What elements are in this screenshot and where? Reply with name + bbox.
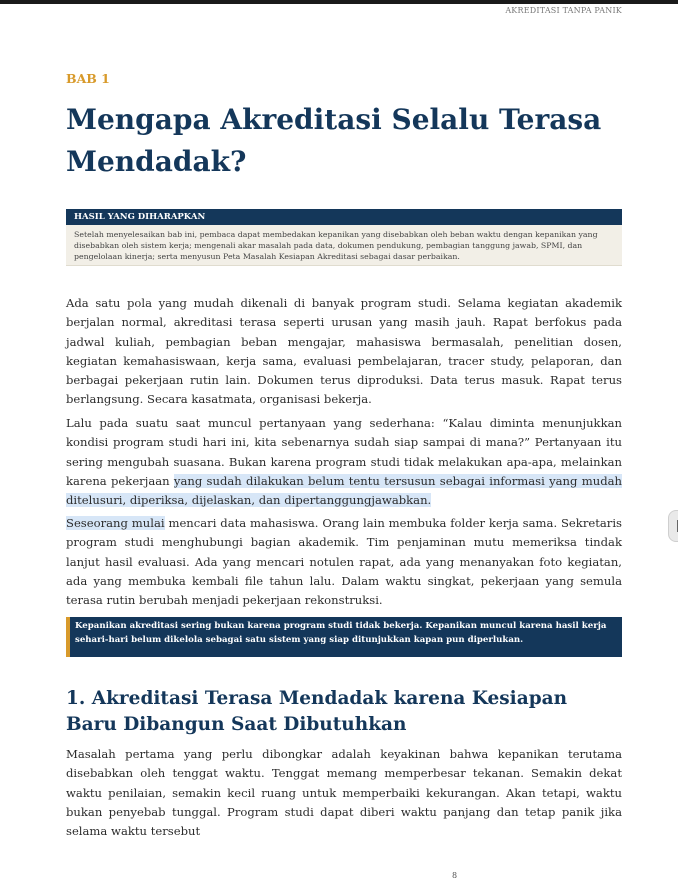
side-panel-handle-icon[interactable]	[668, 510, 678, 542]
expected-outcomes-box	[66, 209, 622, 266]
highlighted-text[interactable]: yang sudah dilakukan belum tentu tersusun sebagai informasi yang mudah ditelusuri, diperiksa, dijelaskan, dan dipertanggungjawabkan.	[66, 473, 622, 508]
paragraph-3-text: mencari data mahasiswa. Orang lain membuka folder kerja sama. Sekretaris program studi menghubungi bagian akademik. Tim penjaminan mutu memeriksa tindak lanjut hasil evaluasi. Ada yang mencari notulen rapat, ada yang menanyakan foto kegiatan, ada yang membuka kembali file tahun lalu. Dalam waktu singkat, pekerjaan yang semula terasa rutin berubah menjadi pekerjaan rekonstruksi.	[66, 516, 622, 608]
expected-outcomes-body: Setelah menyelesaikan bab ini, pembaca dapat membedakan kepanikan yang disebabkan oleh beban waktu dengan kepanikan yang disebabkan oleh sistem kerja; mengenali akar masalah pada data, dokumen pendukung, pembagian tanggung jawab, SPMI, dan pengelolaan kinerja; serta menyusun Peta Masalah Kesiapan Akreditasi sebagai dasar perbaikan.	[66, 225, 622, 266]
key-point-callout: Kepanikan akreditasi sering bukan karena program studi tidak bekerja. Kepanikan muncul karena hasil kerja sehari-hari belum dikelola sebagai satu sistem yang siap ditunjukkan kapan pun diperlukan.	[66, 617, 622, 657]
chapter-label: BAB 1	[66, 71, 110, 86]
top-border	[0, 0, 678, 4]
chapter-title: Mengapa Akreditasi Selalu Terasa Mendadak?	[66, 103, 602, 178]
expected-outcomes-heading: HASIL YANG DIHARAPKAN	[66, 209, 622, 225]
paragraph-2-text: Lalu pada suatu saat muncul pertanyaan yang sederhana: “Kalau diminta menunjukkan kondisi program studi hari ini, kita sebenarnya sudah siap sampai di mana?” Pertanyaan itu sering mengubah suasana. Bukan karena program studi tidak melakukan apa-apa, melainkan karena pekerjaan	[66, 416, 622, 488]
page-number: 8	[452, 871, 458, 880]
running-header: AKREDITASI TANPA PANIK	[505, 6, 622, 15]
paragraph-4: Masalah pertama yang perlu dibongkar adalah keyakinan bahwa kepanikan terutama disebabkan oleh tenggat waktu. Tenggat memang memperbesar tekanan. Semakin dekat waktu penilaian, semakin kecil ruang untuk memperbaiki kekurangan. Akan tetapi, waktu bukan penyebab tunggal. Program studi dapat diberi waktu panjang dan tetap panik jika selama waktu tersebut	[66, 747, 622, 839]
paragraph-1: Ada satu pola yang mudah dikenali di banyak program studi. Selama kegiatan akademik berjalan normal, akreditasi terasa seperti urusan yang masih jauh. Rapat berfokus pada jadwal kuliah, pembagian beban mengajar, mahasiswa bermasalah, penelitian dosen, kegiatan kemahasiswaan, kerja sama, evaluasi pembelajaran, tracer study, pelaporan, dan berbagai pekerjaan rutin lain. Dokumen terus diproduksi. Data terus masuk. Rapat terus berlangsung. Secara kasatmata, organisasi bekerja.	[66, 296, 622, 407]
paragraph-3	[66, 514, 622, 610]
paragraph-2	[66, 414, 622, 510]
section-title: 1. Akreditasi Terasa Mendadak karena Kesiapan Baru Dibangun Saat Dibutuhkan	[66, 688, 568, 735]
highlighted-text[interactable]: Seseorang mulai	[66, 516, 165, 530]
